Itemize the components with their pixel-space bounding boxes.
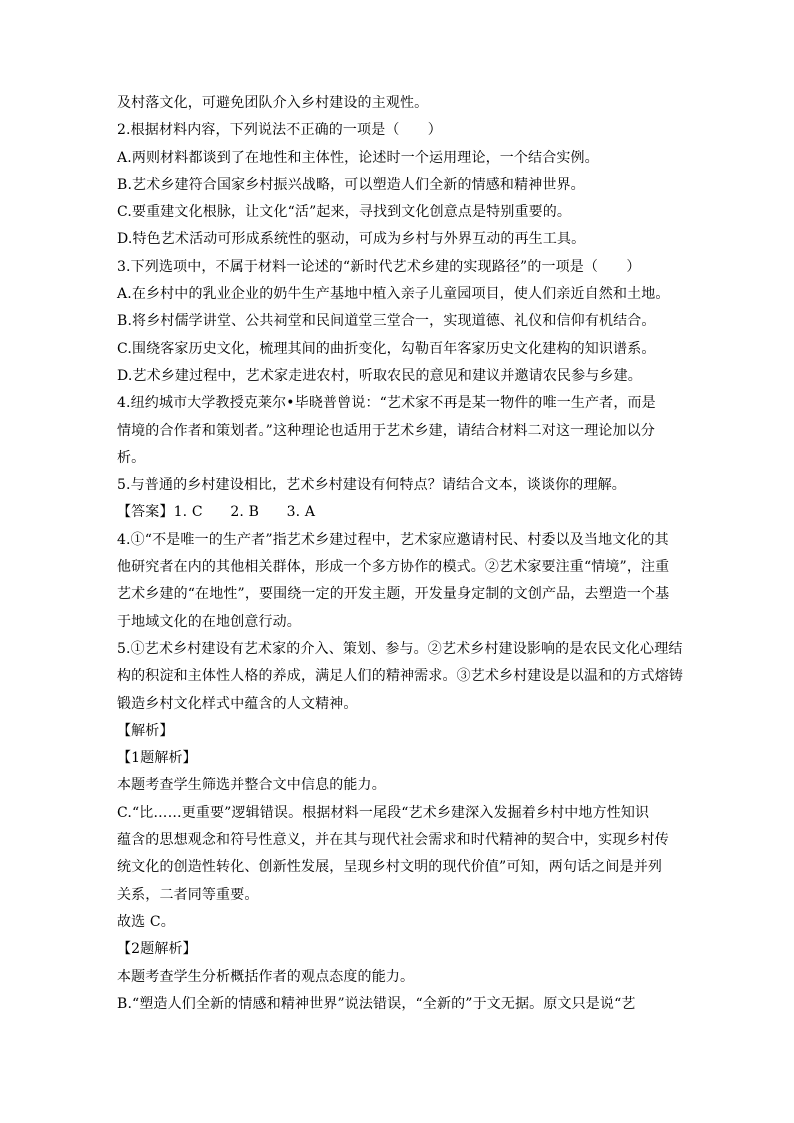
question-2-option-d: D.特色艺术活动可形成系统性的驱动，可成为乡村与外界互动的再生工具。 bbox=[117, 231, 586, 248]
analysis-2-line: 本题考查学生分析概括作者的观点态度的能力。 bbox=[117, 968, 415, 985]
answer-4-line: 他研究者在内的其他相关群体，形成一个多方协作的模式。②艺术家要注重“情境”，注重 bbox=[117, 559, 670, 576]
question-4-line: 情境的合作者和策划者。”这种理论也适用于艺术乡建，请结合材料二对这一理论加以分 bbox=[117, 422, 656, 439]
answer-key: 【答案】1. C 2. B 3. A bbox=[117, 504, 316, 521]
answer-4-line: 4.①“不是唯一的生产者”指艺术乡建过程中，艺术家应邀请村民、村委以及当地文化的其 bbox=[117, 531, 669, 548]
question-2-stem: 2.根据材料内容，下列说法不正确的一项是（ ） bbox=[117, 122, 442, 139]
answer-4-line: 于地域文化的在地创意行动。 bbox=[117, 613, 301, 630]
answer-5-line: 构的积淀和主体性人格的养成，满足人们的精神需求。③艺术乡村建设是以温和的方式熔铸 bbox=[117, 668, 683, 685]
analysis-1-line: C.“比……更重要”逻辑错误。根据材料一尾段“艺术乡建深入发掘着乡村中地方性知识 bbox=[117, 804, 650, 821]
analysis-1-line: 本题考查学生筛选并整合文中信息的能力。 bbox=[117, 777, 386, 794]
document-page bbox=[117, 90, 682, 1018]
question-2-option-c: C.要重建文化根脉，让文化“活”起来，寻找到文化创意点是特别重要的。 bbox=[117, 204, 572, 221]
question-3-option-c: C.围绕客家历史文化，梳理其间的曲折变化，勾勒百年客家历史文化建构的知识谱系。 bbox=[117, 340, 656, 357]
question-2-option-b: B.艺术乡建符合国家乡村振兴战略，可以塑造人们全新的情感和精神世界。 bbox=[117, 176, 585, 193]
question-4-line: 4.纽约城市大学教授克莱尔•毕晓普曾说：“艺术家不再是某一物件的唯一生产者，而是 bbox=[117, 395, 656, 412]
question-3-stem: 3.下列选项中，不属于材料一论述的“新时代艺术乡建的实现路径”的一项是（ ） bbox=[117, 258, 641, 275]
analysis-heading: 【解析】 bbox=[117, 722, 174, 739]
analysis-1-conclusion: 故选 C。 bbox=[117, 913, 175, 930]
answer-4-line: 艺术乡建的“在地性”，要围绕一定的开发主题，开发量身定制的文创产品，去塑造一个基 bbox=[117, 586, 670, 603]
analysis-1-line: 统文化的创造性转化、创新性发展，呈现乡村文明的现代价值”可知，两句话之间是并列 bbox=[117, 859, 663, 876]
question-2-option-a: A.两则材料都谈到了在地性和主体性，论述时一个运用理论，一个结合实例。 bbox=[117, 149, 599, 166]
answer-5-line: 5.①艺术乡村建设有艺术家的介入、策划、参与。②艺术乡村建设影响的是农民文化心理结 bbox=[117, 640, 683, 657]
question-4-line: 析。 bbox=[117, 449, 146, 466]
question-3-option-a: A.在乡村中的乳业企业的奶牛生产基地中植入亲子儿童园项目，使人们亲近自然和土地。 bbox=[117, 286, 670, 303]
analysis-1-heading: 【1题解析】 bbox=[117, 750, 197, 767]
analysis-2-line: B.“塑造人们全新的情感和精神世界”说法错误，“全新的”于文无据。原文只是说“艺 bbox=[117, 995, 636, 1012]
analysis-1-line: 关系，二者同等重要。 bbox=[117, 886, 259, 903]
analysis-2-heading: 【2题解析】 bbox=[117, 941, 197, 958]
question-5-stem: 5.与普通的乡村建设相比，艺术乡村建设有何特点？请结合文本，谈谈你的理解。 bbox=[117, 477, 626, 494]
question-3-option-d: D.艺术乡建过程中，艺术家走进农村，听取农民的意见和建议并邀请农民参与乡建。 bbox=[117, 367, 642, 384]
question-3-option-b: B.将乡村儒学讲堂、公共祠堂和民间道堂三堂合一，实现道德、礼仪和信仰有机结合。 bbox=[117, 313, 656, 330]
text-line: 及村落文化，可避免团队介入乡村建设的主观性。 bbox=[117, 95, 429, 111]
answer-5-line: 锻造乡村文化样式中蕴含的人文精神。 bbox=[117, 695, 358, 712]
analysis-1-line: 蕴含的思想观念和符号性意义，并在其与现代社会需求和时代精神的契合中，实现乡村传 bbox=[117, 832, 669, 849]
